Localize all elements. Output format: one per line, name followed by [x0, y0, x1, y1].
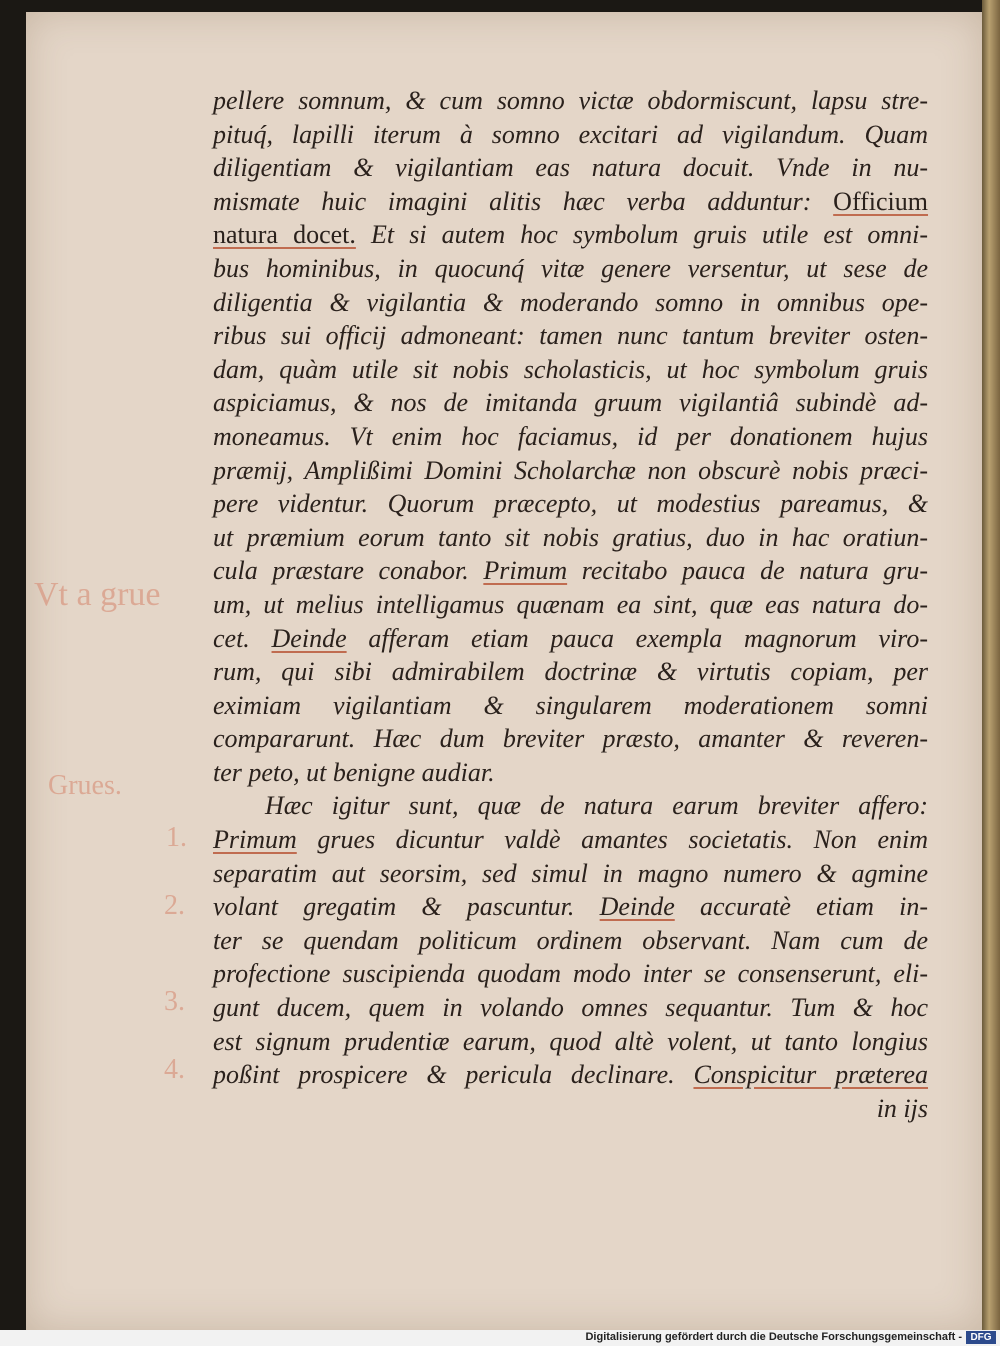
text-line: compararunt. Hæc dum breviter præsto, amanter & reveren- — [213, 724, 928, 754]
underlined-primum: Primum — [483, 556, 568, 586]
text-segment: volant gregatim & pascuntur. — [213, 892, 575, 922]
text-line: rum, qui sibi admirabilem doctrinæ & virtutis copiam, per — [213, 657, 928, 687]
funding-credit: Digitalisierung gefördert durch die Deutsche Forschungsgemeinschaft - — [585, 1331, 962, 1343]
underlined-deinde: Deinde — [271, 623, 347, 653]
motto-natura-docet: natura docet. — [213, 220, 356, 250]
text-line: separatim aut seorsim, sed simul in magno numero & agmine — [213, 858, 928, 888]
text-line: um, ut melius intelligamus quænam ea sint, quæ eas natura do- — [213, 589, 928, 619]
motto-officium: Officium — [833, 186, 929, 216]
text-line: est signum prudentiæ earum, quod altè volent, ut tanto longius — [213, 1026, 928, 1056]
text-line — [213, 1058, 928, 1092]
text-line: Hæc igitur sunt, quæ de natura earum breviter affero: — [265, 791, 928, 821]
margin-note-4: 4. — [164, 1054, 185, 1085]
text-line: pituq́, lapilli iterum à somno excitari ad vigilandum. Quam — [213, 119, 928, 149]
text-line: gunt ducem, quem in volando omnes sequantur. Tum & hoc — [213, 993, 928, 1023]
text-line: pellere somnum, & cum somno victæ obdormiscunt, lapsu stre- — [213, 86, 928, 115]
text-segment: grues dicuntur valdè amantes societatis. Non enim — [317, 825, 929, 855]
text-line: ribus sui officij admoneant: tamen nunc tantum breviter osten- — [213, 321, 928, 351]
text-segment: poßint prospicere & pericula declinare. — [213, 1060, 675, 1090]
text-line: diligentia & vigilantia & moderando somno in omnibus ope- — [213, 287, 928, 317]
text-line: moneamus. Vt enim hoc faciamus, id per donationem hujus — [213, 421, 928, 451]
text-line: bus hominibus, in quocunq́ vitæ genere versentur, ut sese de — [213, 253, 928, 283]
book-spine — [982, 0, 1000, 1330]
margin-note-2: 2. — [164, 890, 185, 921]
underlined-primum: Primum — [213, 825, 297, 855]
catchword: in ijs — [876, 1093, 928, 1123]
margin-note-grues: Grues. — [48, 770, 122, 801]
underlined-deinde: Deinde — [599, 892, 675, 922]
text-line: præmij, Amplißimi Domini Scholarchæ non obscurè nobis præci- — [213, 455, 928, 485]
body-text — [213, 84, 928, 1125]
underlined-conspicitur: Conspicitur præterea — [693, 1060, 928, 1090]
text-line: ut præmium eorum tanto sit nobis gratius, duo in hac oratiun- — [213, 522, 928, 552]
text-line — [213, 823, 928, 857]
text-segment: afferam etiam pauca exempla magnorum viro- — [368, 623, 928, 653]
text-segment: cet. — [213, 623, 250, 653]
text-segment: mismate huic imagini alitis hæc verba adduntur: — [213, 186, 812, 216]
text-segment: cula præstare conabor. — [213, 556, 469, 586]
text-line: aspiciamus, & nos de imitanda gruum vigilantiâ subindè ad- — [213, 388, 928, 418]
text-segment: Et si autem hoc symbolum gruis utile est omni- — [370, 220, 928, 250]
text-line — [213, 218, 928, 252]
margin-note-1: 1. — [166, 822, 187, 853]
text-line: ter se quendam politicum ordinem observant. Nam cum de — [213, 925, 928, 955]
footer-bar — [0, 1330, 1000, 1346]
text-line — [213, 622, 928, 656]
text-line — [213, 890, 928, 924]
text-line: pere videntur. Quorum præcepto, ut modestius pareamus, & — [213, 489, 928, 519]
text-line: dam, quàm utile sit nobis scholasticis, ut hoc symbolum gruis — [213, 354, 928, 384]
text-segment: recitabo pauca de natura gru- — [581, 556, 929, 586]
dfg-logo: DFG — [966, 1331, 996, 1344]
text-line: eximiam vigilantiam & singularem moderationem somni — [213, 690, 928, 720]
text-line — [213, 185, 928, 219]
text-segment: accuratè etiam in- — [699, 892, 929, 922]
text-line: diligentiam & vigilantiam eas natura docuit. Vnde in nu- — [213, 153, 928, 183]
text-line — [213, 554, 928, 588]
text-line: ter peto, ut benigne audiar. — [213, 757, 495, 787]
margin-note-vt-a-grue: Vt a grue — [34, 576, 161, 613]
margin-note-3: 3. — [164, 986, 185, 1017]
text-line: profectione suscipienda quodam modo inter se consenserunt, eli- — [213, 959, 928, 989]
